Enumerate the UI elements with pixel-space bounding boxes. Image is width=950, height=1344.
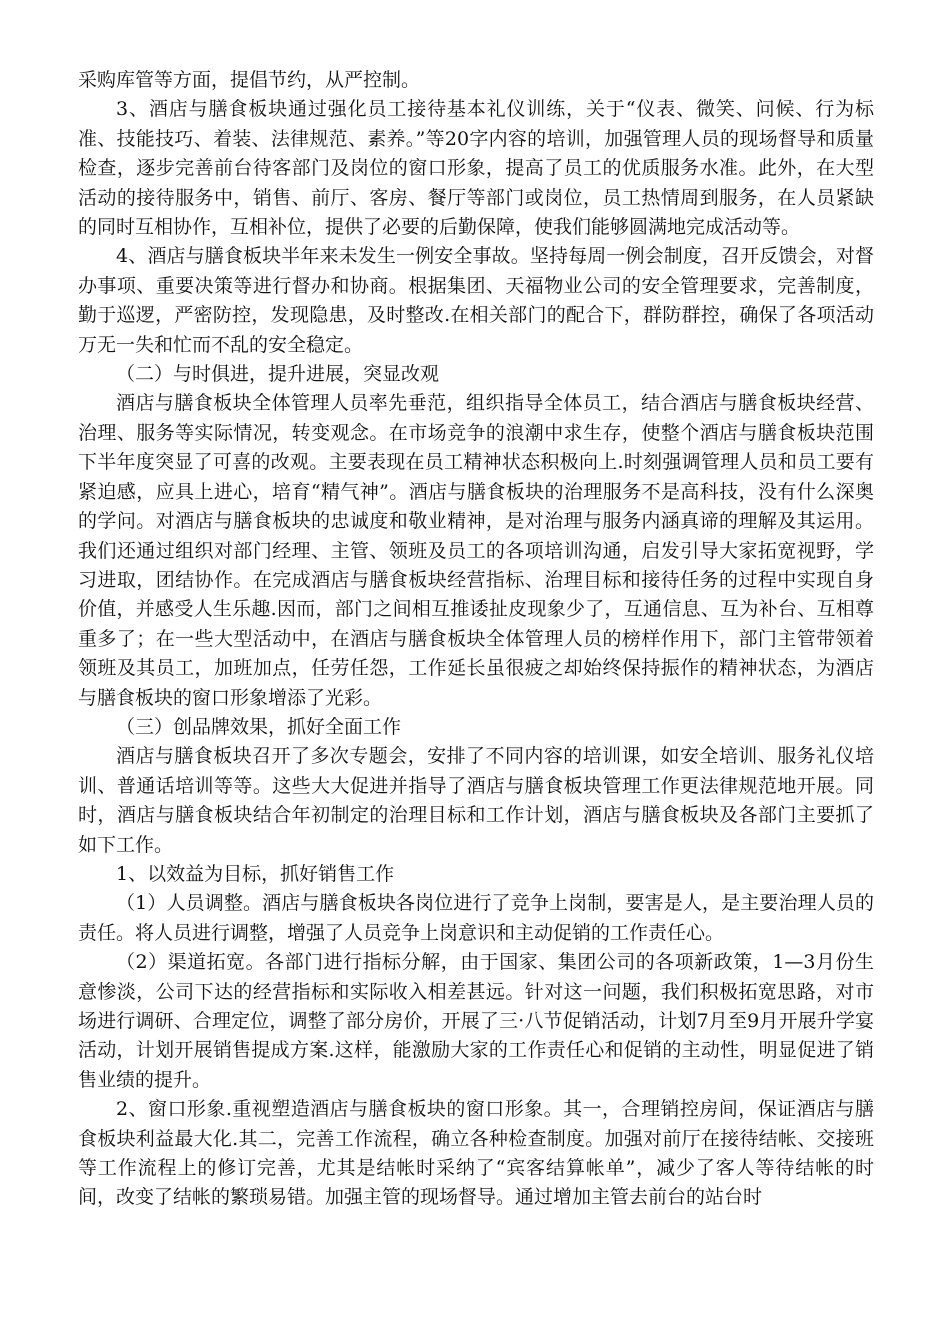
paragraph-etiquette-training: 3、酒店与膳食板块通过强化员工接待基本礼仪训练，关于“仪表、微笑、问候、行为标准、技能技巧、着装、法律规范、素养。”等20字内容的培训，加强管理人员的现场督导和质量检查，逐步完善前台待客部门及岗位的窗口形象，提高了员工的优质服务水准。此外，在大型活动的接待服务中，销售、前厅、客房、餐厅等部门或岗位，员工热情周到服务，在人员紧缺的同时互相协作，互相补位，提供了必要的后勤保障，使我们能够圆满地完成活动等。	[78, 98, 874, 239]
paragraph-channel-expansion: （2）渠道拓宽。各部门进行指标分解，由于国家、集团公司的各项新政策，1—3月份生意惨淡，公司下达的经营指标和实际收入相差甚远。针对这一问题，我们积极拓宽思路，对市场进行调研、合理定位，调整了部分房价，开展了三·八节促销活动，计划7月至9月开展升学宴活动，计划开展销售提成方案.这样，能激励大家的工作责任心和促销的主动性，明显促进了销售业绩的提升。	[78, 951, 874, 1091]
subheading-sales: 1、以效益为目标，抓好销售工作	[116, 862, 395, 885]
paragraph-brand: 酒店与膳食板块召开了多次专题会，安排了不同内容的培训课，如安全培训、服务礼仪培训、普通话培训等等。这些大大促进并指导了酒店与膳食板块管理工作更法律规范地开展。同时，酒店与膳食板块结合年初制定的治理目标和工作计划，酒店与膳食板块及各部门主要抓了如下工作。	[78, 745, 874, 856]
paragraph-improvement: 酒店与膳食板块全体管理人员率先垂范，组织指导全体员工，结合酒店与膳食板块经营、治理、服务等实际情况，转变观念。在市场竞争的浪潮中求生存，使整个酒店与膳食板块范围下半年度突显了可喜的改观。主要表现在员工精神状态积极向上.时刻强调管理人员和员工要有紧迫感，应具上进心，培育“精气神”。酒店与膳食板块的治理服务不是高科技，没有什么深奥的学问。对酒店与膳食板块的忠诚度和敬业精神，是对治理与服务内涵真谛的理解及其运用。我们还通过组织对部门经理、主管、领班及员工的各项培训沟通，启发引导大家拓宽视野，学习进取，团结协作。在完成酒店与膳食板块经营指标、治理目标和接待任务的过程中实现自身价值，并感受人生乐趣.因而，部门之间相互推诿扯皮现象少了，互通信息、互为补台、互相尊重多了；在一些大型活动中，在酒店与膳食板块全体管理人员的榜样作用下，部门主管带领着领班及其员工，加班加点，任劳任怨，工作延长虽很疲之却始终保持振作的精神状态，为酒店与膳食板块的窗口形象增添了光彩。	[78, 392, 874, 709]
paragraph-staff-adjustment: （1）人员调整。酒店与膳食板块各岗位进行了竞争上岗制，要害是人，是主要治理人员的责任。将人员进行调整，增强了人员竞争上岗意识和主动促销的工作责任心。	[78, 892, 874, 944]
paragraph-continuation: 采购库管等方面，提倡节约，从严控制。	[78, 69, 421, 91]
paragraph-window-image: 2、窗口形象.重视塑造酒店与膳食板块的窗口形象。其一，合理销控房间，保证酒店与膳食板块利益最大化.其二，完善工作流程，确立各种检查制度。加强对前厅在接待结帐、交接班等工作流程上的修订完善，尤其是结帐时采纳了“宾客结算帐单”，减少了客人等待结帐的时间，改变了结帐的繁琐易错。加强主管的现场督导。通过增加主管去前台的站台时	[78, 1098, 874, 1209]
paragraph-safety: 4、酒店与膳食板块半年来未发生一例安全事故。坚持每周一例会制度，召开反馈会，对督办事项、重要决策等进行督办和协商。根据集团、天福物业公司的安全管理要求，完善制度，勤于巡逻，严密防控，发现隐患，及时整改.在相关部门的配合下，群防群控，确保了各项活动万无一失和忙而不乱的安全稳定。	[78, 245, 874, 356]
section-heading-3: （三）创品牌效果，抓好全面工作	[116, 715, 402, 738]
document-body	[78, 66, 874, 1213]
section-heading-2: （二）与时俱进，提升进展，突显改观	[116, 363, 440, 386]
